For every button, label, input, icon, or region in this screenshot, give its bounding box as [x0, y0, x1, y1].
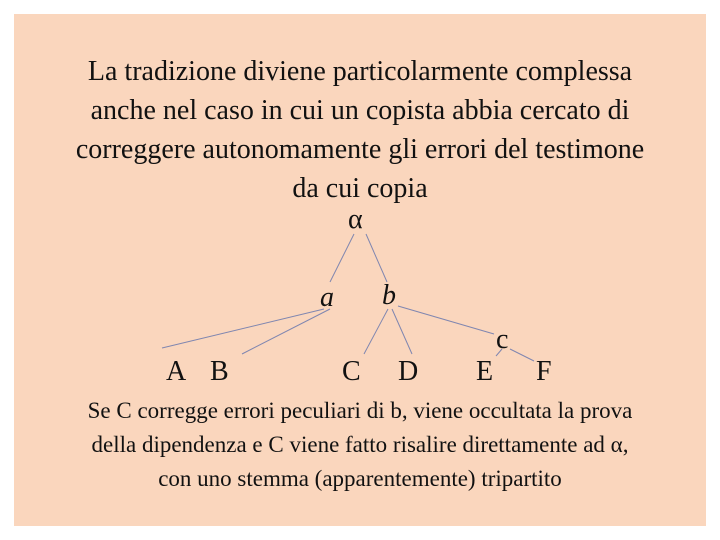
slide: [14, 14, 706, 526]
closing-line: con uno stemma (apparentemente) tripartito: [158, 466, 562, 491]
node-alpha: α: [348, 204, 363, 235]
intro-line: La tradizione diviene particolarmente complessa: [87, 56, 633, 87]
edge-alpha-b: [366, 234, 387, 282]
edge-c-F: [510, 349, 534, 361]
node-a: a: [320, 282, 334, 313]
edge-b-c: [398, 306, 494, 334]
edge-a-A: [162, 309, 324, 348]
edge-b-C: [364, 309, 388, 354]
witness-D: D: [398, 356, 419, 387]
node-b: b: [382, 280, 396, 311]
closing-line: della dipendenza e C viene fatto risalire direttamente ad α,: [91, 432, 629, 457]
closing-line: Se C corregge errori peculiari di b, viene occultata la prova: [87, 398, 633, 423]
witness-F: F: [536, 356, 552, 387]
witness-B: B: [210, 356, 229, 387]
intro-line: correggere autonomamente gli errori del testimone: [75, 134, 645, 165]
witness-C: C: [342, 356, 361, 387]
intro-line: anche nel caso in cui un copista abbia cercato di: [90, 95, 630, 126]
intro-line: da cui copia: [292, 173, 428, 204]
closing-text: [14, 394, 706, 496]
edge-alpha-a: [330, 234, 354, 282]
witness-A: A: [166, 356, 187, 387]
edge-b-D: [392, 309, 412, 354]
witness-E: E: [476, 356, 494, 387]
node-c: c: [496, 324, 509, 355]
edge-a-B: [242, 309, 330, 354]
